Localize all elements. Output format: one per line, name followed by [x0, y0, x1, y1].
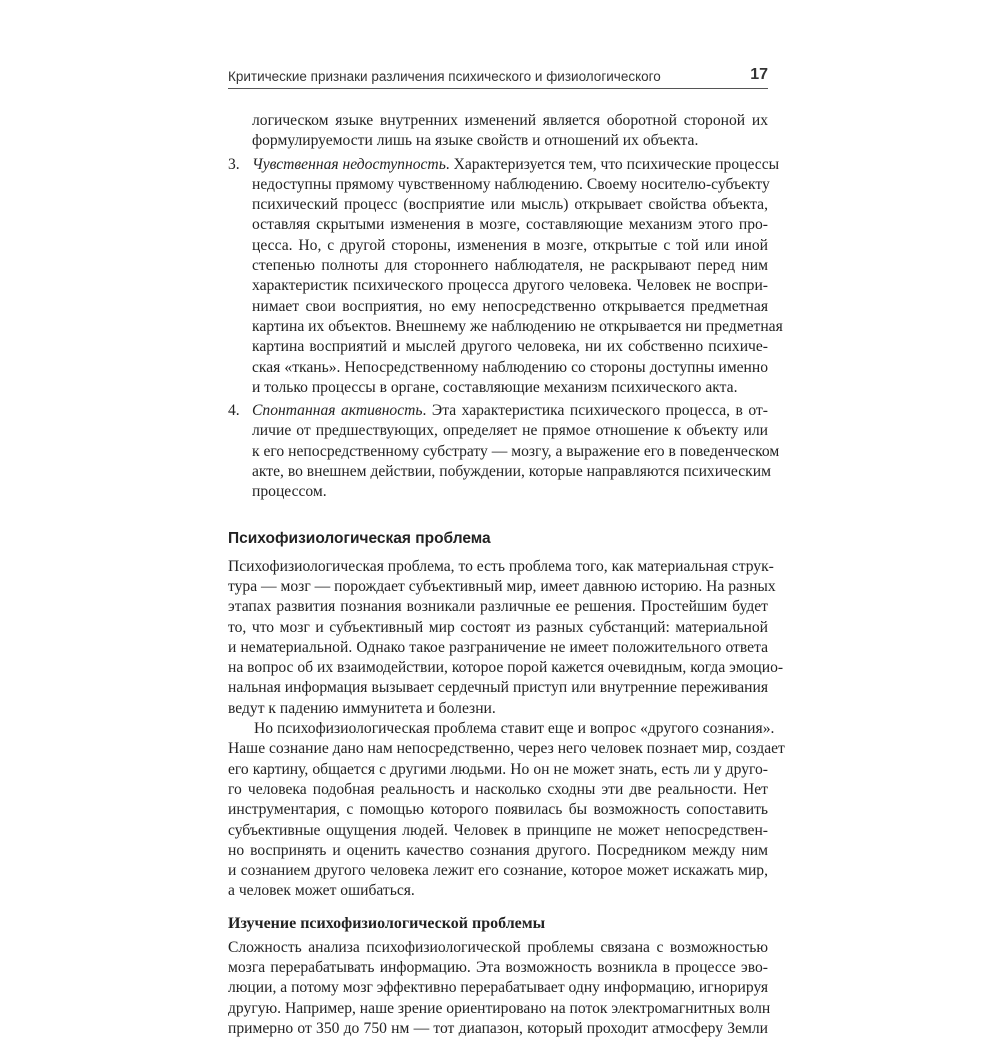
list-item	[228, 155, 783, 399]
paragraph	[228, 719, 785, 902]
text-line: го человека подобная реальность и насколько сходны эти две реальности. Нет	[228, 780, 768, 798]
text-line: мозга перерабатывать информацию. Эта возможность возникла в процессе эво-	[228, 958, 768, 976]
text-line: инструментария, с помощью которого появилась бы возможность сопоставить	[228, 801, 768, 819]
text-line: и нематериальной. Однако такое разграничение не имеет положительного ответа	[228, 638, 768, 656]
text-line: этапах развития познания возникали различные ее решения. Простейшим будет	[228, 598, 768, 616]
text-line: картина их объектов. Внешнему же наблюдению не открывается ни предметная	[252, 317, 783, 335]
text-line	[252, 155, 780, 175]
list-term: Чувственная недоступность	[252, 155, 446, 173]
text-line: ведут к падению иммунитета и болезни.	[228, 699, 496, 717]
text-line: процессом.	[252, 483, 327, 501]
section-heading: Психофизиологическая проблема	[228, 529, 491, 547]
continued-paragraph	[228, 111, 768, 152]
text-line: Но психофизиологическая проблема ставит еще и вопрос «другого сознания».	[254, 720, 775, 738]
text-line: примерно от 350 до 750 нм — тот диапазон, который проходит атмосферу Земли	[228, 1019, 768, 1037]
text-line: Наше сознание дано нам непосредственно, через него человек познает мир, создает	[228, 740, 785, 758]
text-line: и только процессы в органе, составляющие механизм психического акта.	[252, 378, 738, 396]
line-text: . Характеризуется тем, что психические процессы	[445, 155, 780, 173]
subsection-heading: Изучение психофизиологической проблемы	[228, 914, 546, 932]
text-line: люции, а потому мозг эффективно перерабатывает одну информацию, игнорируя	[228, 979, 769, 997]
text-line	[252, 401, 768, 421]
text-line: цесса. Но, с другой стороны, изменения в мозге, открытые с той или иной	[252, 236, 768, 254]
text-line: то, что мозг и субъективный мир состоят из разных субстанций: материальной	[228, 618, 768, 636]
page-number: 17	[750, 66, 768, 83]
text-line: но воспринять и оценить качество сознания другого. Посредником между ним	[228, 841, 768, 859]
running-header	[228, 66, 768, 89]
text-line: оставляя скрытыми изменения в мозге, составляющие механизм этого про-	[252, 216, 768, 234]
text-line: Сложность анализа психофизиологической проблемы связана с возможностью	[228, 938, 768, 956]
text-line: личие от предшествующих, определяет не прямое отношение к объекту или	[252, 422, 768, 440]
list-term: Спонтанная активность	[252, 402, 423, 420]
paragraph	[228, 557, 784, 719]
text-line: Психофизиологическая проблема, то есть проблема того, как материальная струк-	[228, 557, 774, 575]
list-number: 3.	[228, 155, 240, 173]
text-line: логическом языке внутренних изменений является оборотной стороной их	[252, 112, 768, 129]
text-line: нимает свои восприятия, но ему непосредственно открывается предметная	[252, 297, 768, 315]
text-line: акте, во внешнем действии, побуждении, которые направляются психическим	[252, 463, 771, 481]
text-line: нальная информация вызывает сердечный приступ или внутренние переживания	[228, 679, 768, 697]
text-line: тура — мозг — порождает субъективный мир, имеет давнюю историю. На разных	[228, 577, 776, 595]
text-line: и сознанием другого человека лежит его сознание, которое может искажать мир,	[228, 862, 768, 880]
text-line: картина восприятий и мыслей другого человека, ни их собственно психиче-	[252, 338, 768, 356]
text-line: формулируемости лишь на языке свойств и отношений их объекта.	[252, 132, 699, 150]
text-line: психический процесс (восприятие или мысль) открывает свойства объекта,	[252, 196, 768, 214]
text-line: а человек может ошибаться.	[228, 882, 415, 900]
text-line: субъективные ощущения людей. Человек в принципе не может непосредствен-	[228, 821, 768, 839]
text-line: ская «ткань». Непосредственному наблюдению со стороны доступны именно	[252, 358, 768, 376]
text-line: степенью полноты для стороннего наблюдателя, не раскрывают перед ним	[252, 257, 768, 275]
running-title: Критические признаки различения психического и физиологического	[228, 69, 661, 84]
list-number: 4.	[228, 402, 240, 420]
text-line: к его непосредственному субстрату — мозгу, а выражение его в поведенческом	[252, 442, 780, 460]
paragraph	[228, 938, 771, 1039]
text-line: другую. Например, наше зрение ориентировано на поток электромагнитных волн	[228, 999, 771, 1017]
list-item	[228, 401, 780, 502]
text-line: его картину, общается с другими людьми. Но он не может знать, есть ли у друго-	[228, 760, 768, 778]
book-page	[228, 66, 785, 1039]
line-text: . Эта характеристика психического процесса, в от-	[422, 402, 769, 420]
text-line: недоступны прямому чувственному наблюдению. Своему носителю-субъекту	[252, 175, 770, 193]
text-line: характеристик психического процесса другого человека. Человек не воспри-	[252, 277, 768, 295]
text-line: на вопрос об их взаимодействии, которое порой кажется очевидным, когда эмоцио-	[228, 659, 784, 677]
